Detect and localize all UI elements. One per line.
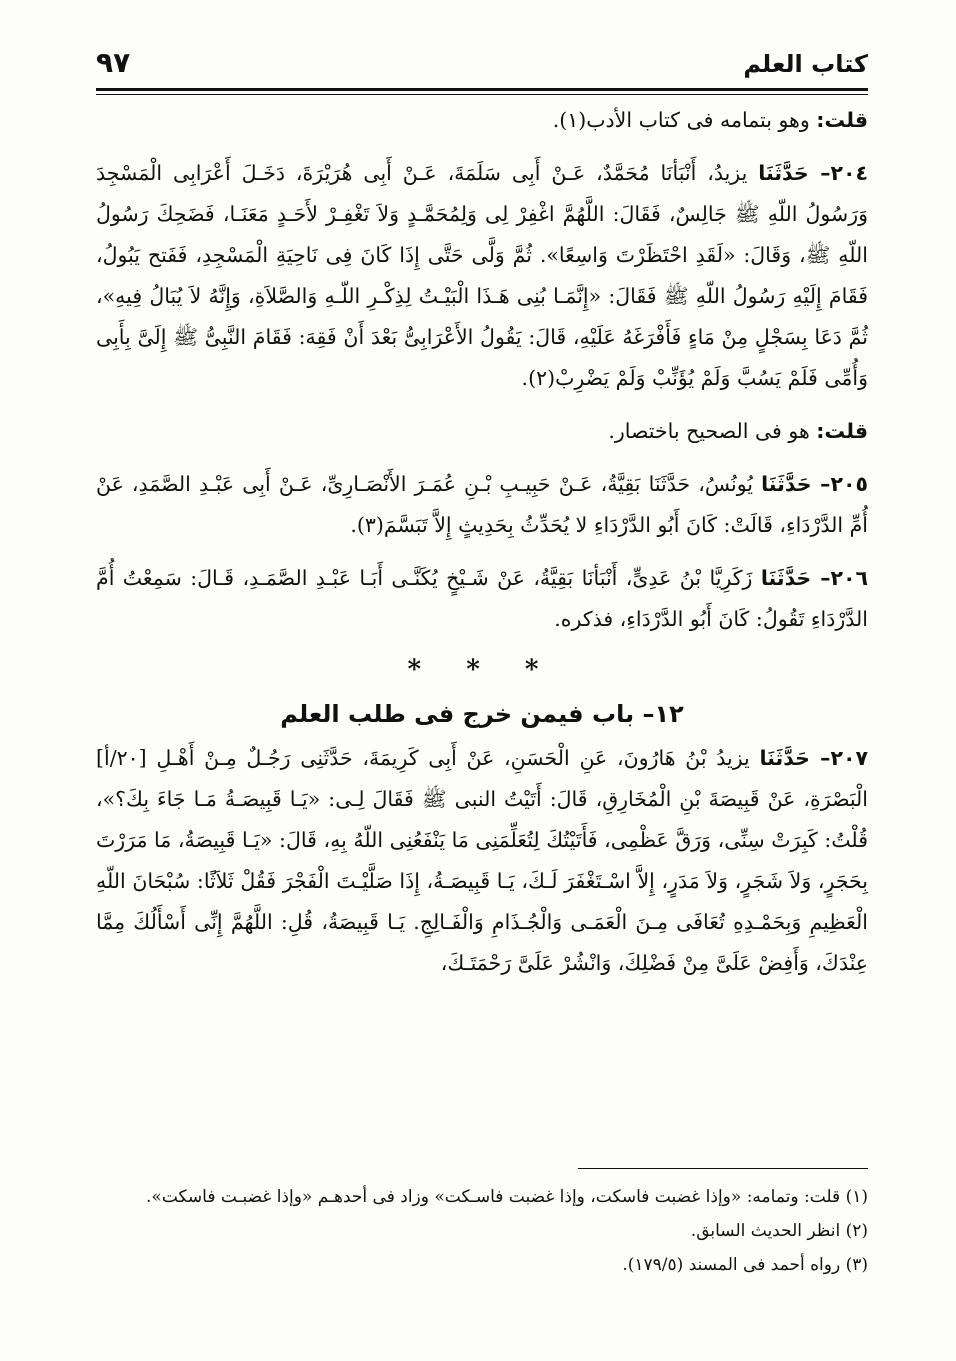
note-paragraph	[96, 411, 868, 452]
hadith-text: يُونُسُ، حَدَّثَنَا بَقِيَّةُ، عَـنْ حَبِيـبِ بْـنِ عُمَـرَ الأَنْصَـارِىِّ، عَـنْ أَبِى عَبْـدِ الصَّمَدِ، عَنْ أُمِّ الدَّرْدَاءِ، قَالَتْ: كَانَ أَبُو الدَّرْدَاءِ لا يُحَدِّثُ بِحَدِيثٍ إِلاَّ تَبَسَّمَ(٣).	[96, 472, 868, 537]
hadith-number-lead: ٢٠٤– حَدَّثَنَا	[758, 161, 868, 185]
hadith-205	[96, 464, 868, 546]
hadith-206	[96, 558, 868, 640]
page-header	[96, 44, 868, 88]
chapter-title: ١٢– باب فيمن خرج فى طلب العلم	[280, 700, 684, 728]
hadith-number-lead: ٢٠٥– حَدَّثَنَا	[761, 472, 868, 496]
hadith-number-lead: ٢٠٧– حَدَّثَنَا	[759, 746, 868, 770]
hadith-number-lead: ٢٠٦– حَدَّثَنَا	[760, 566, 868, 590]
hadith-204	[96, 153, 868, 399]
paragraph-lead: قلت:	[816, 419, 868, 443]
footnote-separator	[578, 1168, 868, 1169]
hadith-207	[96, 738, 868, 984]
paragraph-text: وهو بتمامه فى كتاب الأدب(١).	[552, 108, 817, 132]
hadith-text: يزيدُ، أَنْبَأنَا مُحَمَّدٌ، عَـنْ أَبِى سَلَمَةَ، عَـنْ أَبِى هُرَيْرَةَ، دَخَـلَ أَعْرَابِى الْمَسْجِدَ وَرَسُولُ اللّهِ ﷺ جَالِسٌ، فَقَالَ: اللَّهُمَّ اغْفِرْ لِى وَلِمُحَمَّـدٍ وَلاَ تَغْفِـرْ لأَحَـدٍ مَعَنَـا، فَضَحِكَ رَسُولُ اللّهِ ﷺ، وَقَالَ: «لَقَدِ احْتَظَرْتَ وَاسِعًا». ثُمَّ وَلَّى حَتَّى إِذَا كَانَ فِى نَاحِيَةِ الْمَسْجِدِ، فَفَتح يَبُولُ، فَقَامَ إِلَيْهِ رَسُولُ اللّهِ ﷺ فَقَالَ: «إِنَّمَـا بُنِى هَـذَا الْبَيْـتُ لِذِكْـرِ اللّـهِ وَالصَّلاَةِ، وَإِنَّهُ لاَ يُبَالُ فِيهِ»، ثُمَّ دَعَا بِسَجْلٍ مِنْ مَاءٍ فَأَفْرَغَهُ عَلَيْهِ، قَالَ: يَقُولُ الأَعْرَابِىُّ بَعْدَ أَنْ فَقِهَ: فَقَامَ النَّبِىُّ ﷺ إِلَىَّ بِأَبِى وَأُمِّى فَلَمْ يَسُبَّ وَلَمْ يُؤَنِّبْ وَلَمْ يَضْرِبْ(٢).	[96, 161, 868, 390]
paragraph-lead: قلت:	[816, 108, 868, 132]
paragraph-text: هو فى الصحيح باختصار.	[608, 419, 817, 443]
hadith-text: زَكَرِيَّا بْنُ عَدِىٍّ، أَنْبَأنَا بَقِيَّةُ، عَنْ شَـيْخٍ يُكَنَّـى أَبَـا عَبْـدِ الصَّمَـدِ، قَـالَ: سَمِعْتُ أُمَّ الدَّرْدَاءِ تَقُولُ: كَانَ أَبُو الدَّرْدَاءِ، فذكره.	[96, 566, 868, 631]
header-rule-thin	[96, 94, 868, 95]
header-rule-thick	[96, 88, 868, 91]
section-separator: * * *	[407, 655, 557, 685]
hadith-text: يزيدُ بْنُ هَارُونَ، عَنِ الْحَسَنِ، عَنْ أَبِى كَرِيمَةَ، حَدَّثَنِى رَجُـلٌ مِـنْ أَهْـلِ [٢٠/أ] الْبَصْرَةِ، عَنْ قَبِيصَةَ بْنِ الْمُخَارِقِ، قَالَ: أَتَيْتُ النبى ﷺ فَقَالَ لِـى: «يَـا قَبِيصَـةُ مَـا جَاءَ بِكَ؟»، قُلْتُ: كَبِرَتْ سِنِّى، وَرَقَّ عَظْمِى، فَأَتَيْتُكَ لِتُعَلِّمَنِى مَا يَنْفَعُنِى اللّهُ بِهِ، قَالَ: «يَـا قَبِيصَةُ، مَا مَرَرْتَ بِحَجَرٍ، وَلاَ شَجَرٍ، وَلاَ مَدَرٍ، إِلاَّ اسْـتَغْفَرَ لَـكَ، يَـا قَبِيصَـةُ، إِذَا صَلَّيْـتَ الْفَجْرَ فَقُلْ ثَلاَثًا: سُبْحَانَ اللّهِ الْعَظِيمِ وَبِحَمْـدِهِ تُعَافَى مِـنَ الْعَمَـى وَالْجُـذَامِ وَالْفَـالِجِ. يَـا قَبِيصَةُ، قُلِ: اللَّهُمَّ إِنِّى أَسْأَلُكَ مِمَّا عِنْدَكَ، وَأَفِضْ عَلَىَّ مِنْ فَضْلِكَ، وَانْشُرْ عَلَىَّ رَحْمَتَـكَ،	[96, 746, 868, 975]
footnote-2: (٢) انظر الحديث السابق.	[690, 1221, 868, 1241]
footnote-3: (٣) رواه أحمد فى المسند (١٧٩/٥).	[622, 1255, 868, 1275]
footnotes	[96, 1180, 868, 1282]
note-paragraph	[96, 100, 868, 141]
footnote-1: (١) قلت: وتمامه: «وإذا غضبت فاسكت، وإذا غضبت فاسـكت» وزاد فى أحدهـم «وإذا غضبـت فاسكت».	[146, 1187, 868, 1207]
page-number: ٩٧	[96, 46, 131, 79]
main-text	[96, 100, 868, 996]
running-head-title: كتاب العلم	[743, 50, 868, 78]
